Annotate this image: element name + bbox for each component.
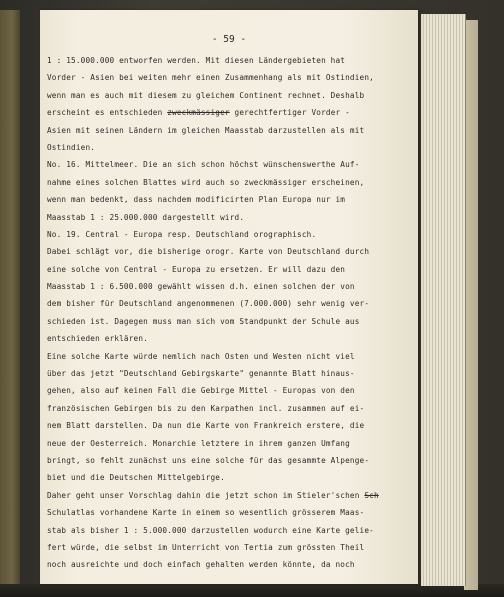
book-cover-edge bbox=[464, 20, 478, 590]
text-line: neue der Oesterreich. Monarchie letztere in ihrem ganzen Umfang bbox=[47, 438, 350, 448]
body-text bbox=[47, 52, 415, 574]
text-line: nahme eines solchen Blattes wird auch so zweckmässiger erscheinen, bbox=[47, 177, 365, 187]
page-stack-edge bbox=[421, 14, 466, 586]
text-line: gehen, also auf keinen Fall die Gebirge Mittel - Europas von den bbox=[47, 386, 355, 396]
text-line: bringt, so fehlt zunächst uns eine solche für das gesammte Alpenge- bbox=[47, 455, 370, 465]
text-segment: Daher geht unser Vorschlag dahin die jetzt schon im Stieler'schen bbox=[47, 490, 365, 500]
struck-out-word: zweckmässiger bbox=[167, 108, 230, 118]
text-line: No. 16. Mittelmeer. Die an sich schon höchst wünschenswerthe Auf- bbox=[47, 160, 360, 170]
text-line: Asien mit seinen Ländern im gleichen Maasstab darzustellen als mit bbox=[47, 125, 365, 135]
text-line: schieden ist. Dagegen muss man sich vom Standpunkt der Schule aus bbox=[47, 316, 360, 326]
text-line: wenn man bedenkt, dass nachdem modificirten Plan Europa nur im bbox=[47, 195, 346, 205]
text-line bbox=[47, 104, 415, 121]
text-line: Vorder - Asien bei weiten mehr einen Zusammenhang als mit Ostindien, bbox=[47, 73, 374, 83]
text-line: fert würde, die selbst im Unterricht von Tertia zum grössten Theil bbox=[47, 542, 365, 552]
text-segment: gerechtfertiger Vorder - bbox=[229, 108, 350, 118]
text-line: biet und die Deutschen Mittelgebirge. bbox=[47, 473, 225, 483]
text-line: 1 : 15.000.000 entworfen werden. Mit diesen Ländergebieten hat bbox=[47, 56, 346, 65]
text-line: noch ausreichte und doch einfach gehalten werden könnte, da noch bbox=[47, 560, 355, 570]
text-line bbox=[47, 487, 415, 504]
page-number: - 59 - bbox=[211, 34, 247, 45]
text-line: No. 19. Central - Europa resp. Deutschland orographisch. bbox=[47, 229, 317, 239]
text-line: Schulatlas vorhandene Karte in einem so wesentlich grösserem Maas- bbox=[47, 508, 365, 518]
text-line: stab als bisher 1 : 5.000.000 darzustellen wodurch eine Karte gelie- bbox=[47, 525, 374, 535]
text-line: Ostindien. bbox=[47, 142, 96, 152]
text-line: Maasstab 1 : 25.000.000 dargestellt wird. bbox=[47, 212, 245, 222]
text-line: Eine solche Karte würde nemlich nach Osten und Westen nicht viel bbox=[47, 351, 355, 361]
text-line: entschieden erklären. bbox=[47, 334, 148, 344]
text-line: nem Blatt darstellen. Da nun die Karte von Frankreich erstere, die bbox=[47, 421, 365, 431]
text-line: Maasstab 1 : 6.500.000 gewählt wissen d.h. einen solchen der von bbox=[47, 282, 355, 292]
document-page bbox=[40, 10, 418, 584]
binding-board-left bbox=[0, 10, 20, 585]
text-line: Dabei schlägt vor, die bisherige orogr. Karte von Deutschland durch bbox=[47, 247, 370, 257]
text-line: dem bisher für Deutschland angenommenen (7.000.000) sehr wenig ver- bbox=[47, 299, 370, 309]
text-line: eine solche von Central - Europa zu ersetzen. Er will dazu den bbox=[47, 264, 346, 274]
text-segment: erscheint es entschieden bbox=[47, 108, 168, 118]
text-line: französischen Gebirgen bis zu den Karpathen incl. zusammen auf ei- bbox=[47, 403, 365, 413]
text-line: über das jetzt "Deutschland Gebirgskarte" genannte Blatt hinaus- bbox=[47, 369, 355, 379]
struck-out-word: Sch bbox=[364, 490, 379, 500]
text-line: wenn man es auch mit diesem zu gleichem Continent rechnet. Deshalb bbox=[47, 90, 365, 100]
